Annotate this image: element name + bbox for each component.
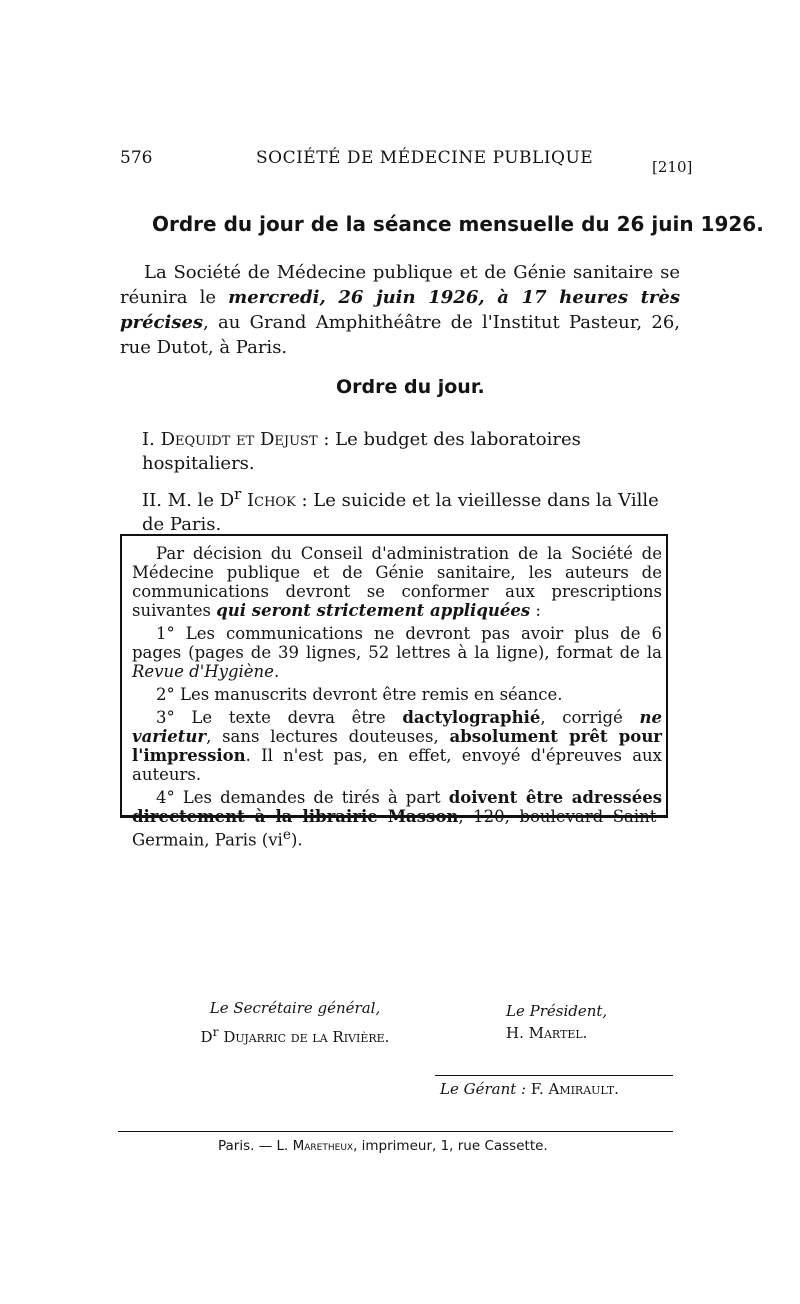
printer-imprint [218,1138,548,1154]
rule3-end: . Il n'est pas, en effet, envoyé d'épreuves aux auteurs. [132,746,662,784]
item-text: : Le budget des laboratoires hospitaliers. [142,429,581,474]
secretary-sup: r [212,1024,219,1039]
rule4-text: 4° Les demandes de tirés à part [156,788,449,807]
printer-name: Maretheux [292,1138,354,1154]
gerant-line-text [440,1080,619,1098]
item-authors: Dequidt et Dejust [160,429,318,450]
rule4-address: , 120, boulevard Saint-Germain, Paris (vi [132,807,662,850]
agenda-items [120,428,680,543]
rule3-text-2: , corrigé [540,708,640,727]
printer-city: Paris. — L. [218,1138,293,1154]
secretary-name: Dujarric de la Rivière. [223,1028,390,1046]
notice-rule-2 [132,685,662,704]
rule4-end: ). [290,830,303,850]
bracket-reference: [210] [652,158,693,176]
notice-intro-text: Par décision du Conseil d'administration de la Société de Médecine publique et de Génie sanitaire, les auteurs de communications devront se conformer aux prescriptions suivantes [132,544,662,620]
item-author: Ichok [247,490,296,511]
gerant-rule [435,1075,673,1076]
notice-rule-4 [132,788,662,850]
secretary-title: Le Secrétaire général, [209,999,381,1017]
gerant-label: Le Gérant : [440,1080,527,1098]
meeting-announcement [120,260,680,360]
president-name: H. Martel. [506,1024,588,1042]
secretary-signature [160,996,430,1049]
secretary-prefix: D [200,1028,213,1046]
rule3-text: 3° Le texte devra être [156,708,403,727]
running-title: SOCIÉTÉ DE MÉDECINE PUBLIQUE [256,148,594,168]
president-signature [506,1000,626,1044]
page-number: 576 [120,148,153,168]
item-number: I. [142,429,155,450]
notice-intro-end: : [530,601,541,620]
rule3-emphasis: ne varietur [132,708,662,746]
item-number: II. [142,490,162,511]
order-heading: Ordre du jour. [336,376,485,398]
notice-rule-1 [132,624,662,681]
item-text: : Le suicide et la vieillesse dans la Ville de Paris. [142,490,659,535]
meeting-date-time: mercredi, 26 juin 1926, à 17 heures très précises [120,287,680,333]
item-sup: r [234,485,242,503]
rule1-journal: Revue d'Hygiène [132,662,274,681]
rule4-sup: e [282,827,291,843]
announcement-location: , au Grand Amphithéâtre de l'Institut Pasteur, 26, rue Dutot, à Paris. [120,312,680,358]
rule3-bold-1: dactylographié [402,708,541,727]
notice-rule-3 [132,708,662,784]
item-prefix: M. le D [167,490,235,511]
notice-intro [132,544,662,620]
agenda-item [120,482,680,537]
rule3-text-3: , sans lectures douteuses, [206,727,450,746]
notice-intro-emphasis: qui seront strictement appliquées [216,601,531,620]
rule3-bold-2: absolument prêt pour l'impression [132,727,663,765]
rule2-text: 2° Les manuscrits devront être remis en séance. [156,685,563,704]
rule1-text: 1° Les communications ne devront pas avoir plus de 6 pages (pages de 39 lignes, 52 lettres à la ligne), format de la [132,624,662,662]
announcement-text: La Société de Médecine publique et de Génie sanitaire se réunira le [120,262,680,308]
rule1-end: . [273,662,280,681]
president-title: Le Président, [506,1002,608,1020]
rule4-bold: doivent être adressées directement à la librairie Masson [132,788,662,826]
agenda-title: Ordre du jour de la séance mensuelle du 26 juin 1926. [152,212,764,236]
agenda-item [120,428,680,476]
gerant-name: F. Amirault. [530,1080,619,1098]
printer-address: , imprimeur, 1, rue Cassette. [353,1138,548,1154]
notice-box [120,534,668,850]
printer-rule [118,1131,673,1132]
